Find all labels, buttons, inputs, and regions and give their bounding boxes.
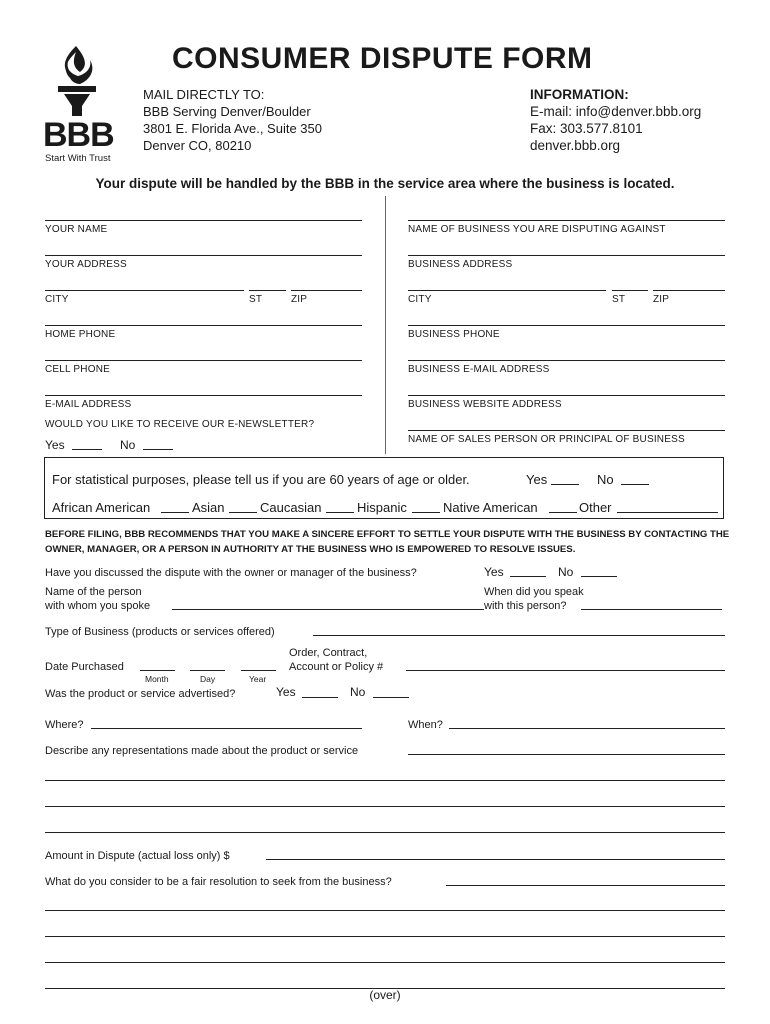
mail-line2: 3801 E. Florida Ave., Suite 350 <box>143 121 322 136</box>
ethnicity-caucasian: Caucasian <box>260 500 322 515</box>
representations-field-3[interactable] <box>45 806 725 807</box>
month-label: Month <box>145 674 169 684</box>
when-speak-field[interactable] <box>581 609 722 610</box>
where-label: Where? <box>45 719 84 731</box>
zip-label: ZIP <box>291 294 308 305</box>
your-address-field[interactable] <box>45 255 362 256</box>
discussed-no-field[interactable] <box>581 576 617 577</box>
mail-heading: MAIL DIRECTLY TO: <box>143 87 265 102</box>
cell-phone-label: CELL PHONE <box>45 364 110 375</box>
logo-text: BBB <box>43 116 114 154</box>
info-email: E-mail: info@denver.bbb.org <box>530 104 702 119</box>
ethnicity-other-field[interactable] <box>617 512 718 513</box>
business-city-label: CITY <box>408 294 432 305</box>
advertised-yes-label: Yes <box>276 685 296 699</box>
year-label: Year <box>249 674 267 684</box>
home-phone-label: HOME PHONE <box>45 329 116 340</box>
ethnicity-asian: Asian <box>192 500 225 515</box>
newsletter-question: WOULD YOU LIKE TO RECEIVE OUR E-NEWSLETTER? <box>45 419 315 430</box>
ethnicity-hispanic-field[interactable] <box>412 512 440 513</box>
business-city-field[interactable] <box>408 290 606 291</box>
newsletter-yes-label: Yes <box>45 438 65 452</box>
newsletter-yes-field[interactable] <box>72 449 102 450</box>
newsletter-no-field[interactable] <box>143 449 173 450</box>
email-label: E-MAIL ADDRESS <box>45 399 132 410</box>
mail-line3: Denver CO, 80210 <box>143 138 252 153</box>
business-zip-field[interactable] <box>653 290 725 291</box>
st-label: ST <box>249 294 263 305</box>
amount-label: Amount in Dispute (actual loss only) $ <box>45 850 230 862</box>
ethnicity-other: Other <box>579 500 612 515</box>
age-no-field[interactable] <box>621 484 649 485</box>
business-phone-label: BUSINESS PHONE <box>408 329 500 340</box>
age-question: For statistical purposes, please tell us if you are 60 years of age or older. <box>52 472 470 487</box>
zip-field[interactable] <box>291 290 362 291</box>
resolution-field-4[interactable] <box>45 962 725 963</box>
resolution-field-3[interactable] <box>45 936 725 937</box>
logo-tagline: Start With Trust <box>45 153 111 164</box>
business-website-label: BUSINESS WEBSITE ADDRESS <box>408 399 562 410</box>
discussed-no-label: No <box>558 565 574 579</box>
business-phone-field[interactable] <box>408 325 725 326</box>
business-name-field[interactable] <box>408 220 725 221</box>
month-field[interactable] <box>140 670 175 671</box>
person-field[interactable] <box>172 609 484 610</box>
mail-block <box>143 86 322 154</box>
ethnicity-caucasian-field[interactable] <box>326 512 354 513</box>
sales-person-field[interactable] <box>408 430 725 431</box>
business-type-label: Type of Business (products or services offered) <box>45 626 275 638</box>
discussed-yes-label: Yes <box>484 565 504 579</box>
advertised-yes-field[interactable] <box>302 697 338 698</box>
business-name-label: NAME OF BUSINESS YOU ARE DISPUTING AGAINST <box>408 224 666 235</box>
your-name-field[interactable] <box>45 220 362 221</box>
business-email-field[interactable] <box>408 360 725 361</box>
ethnicity-african-american: African American <box>52 500 151 515</box>
subtitle: Your dispute will be handled by the BBB in the service area where the business is located. <box>95 176 675 191</box>
column-divider <box>385 196 386 454</box>
order-label-line2: Account or Policy # <box>289 661 384 673</box>
business-address-field[interactable] <box>408 255 725 256</box>
business-type-field[interactable] <box>313 635 725 636</box>
page-title: CONSUMER DISPUTE FORM <box>172 42 593 75</box>
ethnicity-native-american-field[interactable] <box>549 512 577 513</box>
ethnicity-asian-field[interactable] <box>229 512 257 513</box>
person-label-line2: with whom you spoke <box>45 600 151 612</box>
advertised-no-label: No <box>350 685 366 699</box>
representations-field-2[interactable] <box>45 780 725 781</box>
business-address-label: BUSINESS ADDRESS <box>408 259 513 270</box>
resolution-field-1[interactable] <box>446 885 725 886</box>
representations-label: Describe any representations made about the product or service <box>45 745 359 757</box>
person-label-line1: Name of the person <box>45 586 142 598</box>
when-label: When? <box>408 719 443 731</box>
representations-field-4[interactable] <box>45 832 725 833</box>
order-field[interactable] <box>406 670 725 671</box>
age-yes-label: Yes <box>526 472 548 487</box>
when-field[interactable] <box>449 728 725 729</box>
info-heading: INFORMATION: <box>530 87 629 102</box>
amount-field[interactable] <box>266 859 725 860</box>
over-label: (over) <box>369 988 401 1002</box>
discussed-question: Have you discussed the dispute with the owner or manager of the business? <box>45 567 417 579</box>
where-field[interactable] <box>91 728 362 729</box>
date-purchased-label: Date Purchased <box>45 661 124 673</box>
home-phone-field[interactable] <box>45 325 362 326</box>
your-address-label: YOUR ADDRESS <box>45 259 127 270</box>
business-st-label: ST <box>612 294 626 305</box>
cell-phone-field[interactable] <box>45 360 362 361</box>
age-no-label: No <box>597 472 614 487</box>
when-speak-line2: with this person? <box>484 600 567 612</box>
city-field[interactable] <box>45 290 244 291</box>
when-speak-line1: When did you speak <box>484 586 584 598</box>
resolution-label: What do you consider to be a fair resolution to seek from the business? <box>45 876 392 888</box>
representations-field-1[interactable] <box>408 754 725 755</box>
newsletter-no-label: No <box>120 438 136 452</box>
business-zip-label: ZIP <box>653 294 670 305</box>
discussed-yes-field[interactable] <box>510 576 546 577</box>
bbb-torch-logo-icon <box>52 44 102 122</box>
year-field[interactable] <box>241 670 276 671</box>
order-label-line1: Order, Contract, <box>289 647 368 659</box>
day-label: Day <box>200 674 216 684</box>
advertised-question: Was the product or service advertised? <box>45 688 236 700</box>
advertised-no-field[interactable] <box>373 697 409 698</box>
city-label: CITY <box>45 294 69 305</box>
age-yes-field[interactable] <box>551 484 579 485</box>
your-name-label: YOUR NAME <box>45 224 108 235</box>
ethnicity-african-american-field[interactable] <box>161 512 189 513</box>
filing-notice: BEFORE FILING, BBB RECOMMENDS THAT YOU MAKE A SINCERE EFFORT TO SETTLE YOUR DISPUTE WITH THE BUSINESS BY CONTACTING THE OWNER, MANAGER, OR A PERSON IN AUTHORITY AT THE BUSINESS WHO IS EMPOWERED TO RESOLVE ISSUES. <box>45 529 730 555</box>
info-fax: Fax: 303.577.8101 <box>530 121 643 136</box>
business-website-field[interactable] <box>408 395 725 396</box>
resolution-field-2[interactable] <box>45 910 725 911</box>
business-st-field[interactable] <box>612 290 648 291</box>
st-field[interactable] <box>249 290 286 291</box>
ethnicity-native-american: Native American <box>443 500 538 515</box>
info-block <box>530 86 701 154</box>
info-web: denver.bbb.org <box>530 138 621 153</box>
business-email-label: BUSINESS E-MAIL ADDRESS <box>408 364 550 375</box>
ethnicity-hispanic: Hispanic <box>357 500 407 515</box>
day-field[interactable] <box>190 670 225 671</box>
sales-person-label: NAME OF SALES PERSON OR PRINCIPAL OF BUSINESS <box>408 434 685 445</box>
mail-line1: BBB Serving Denver/Boulder <box>143 104 311 119</box>
email-field[interactable] <box>45 395 362 396</box>
